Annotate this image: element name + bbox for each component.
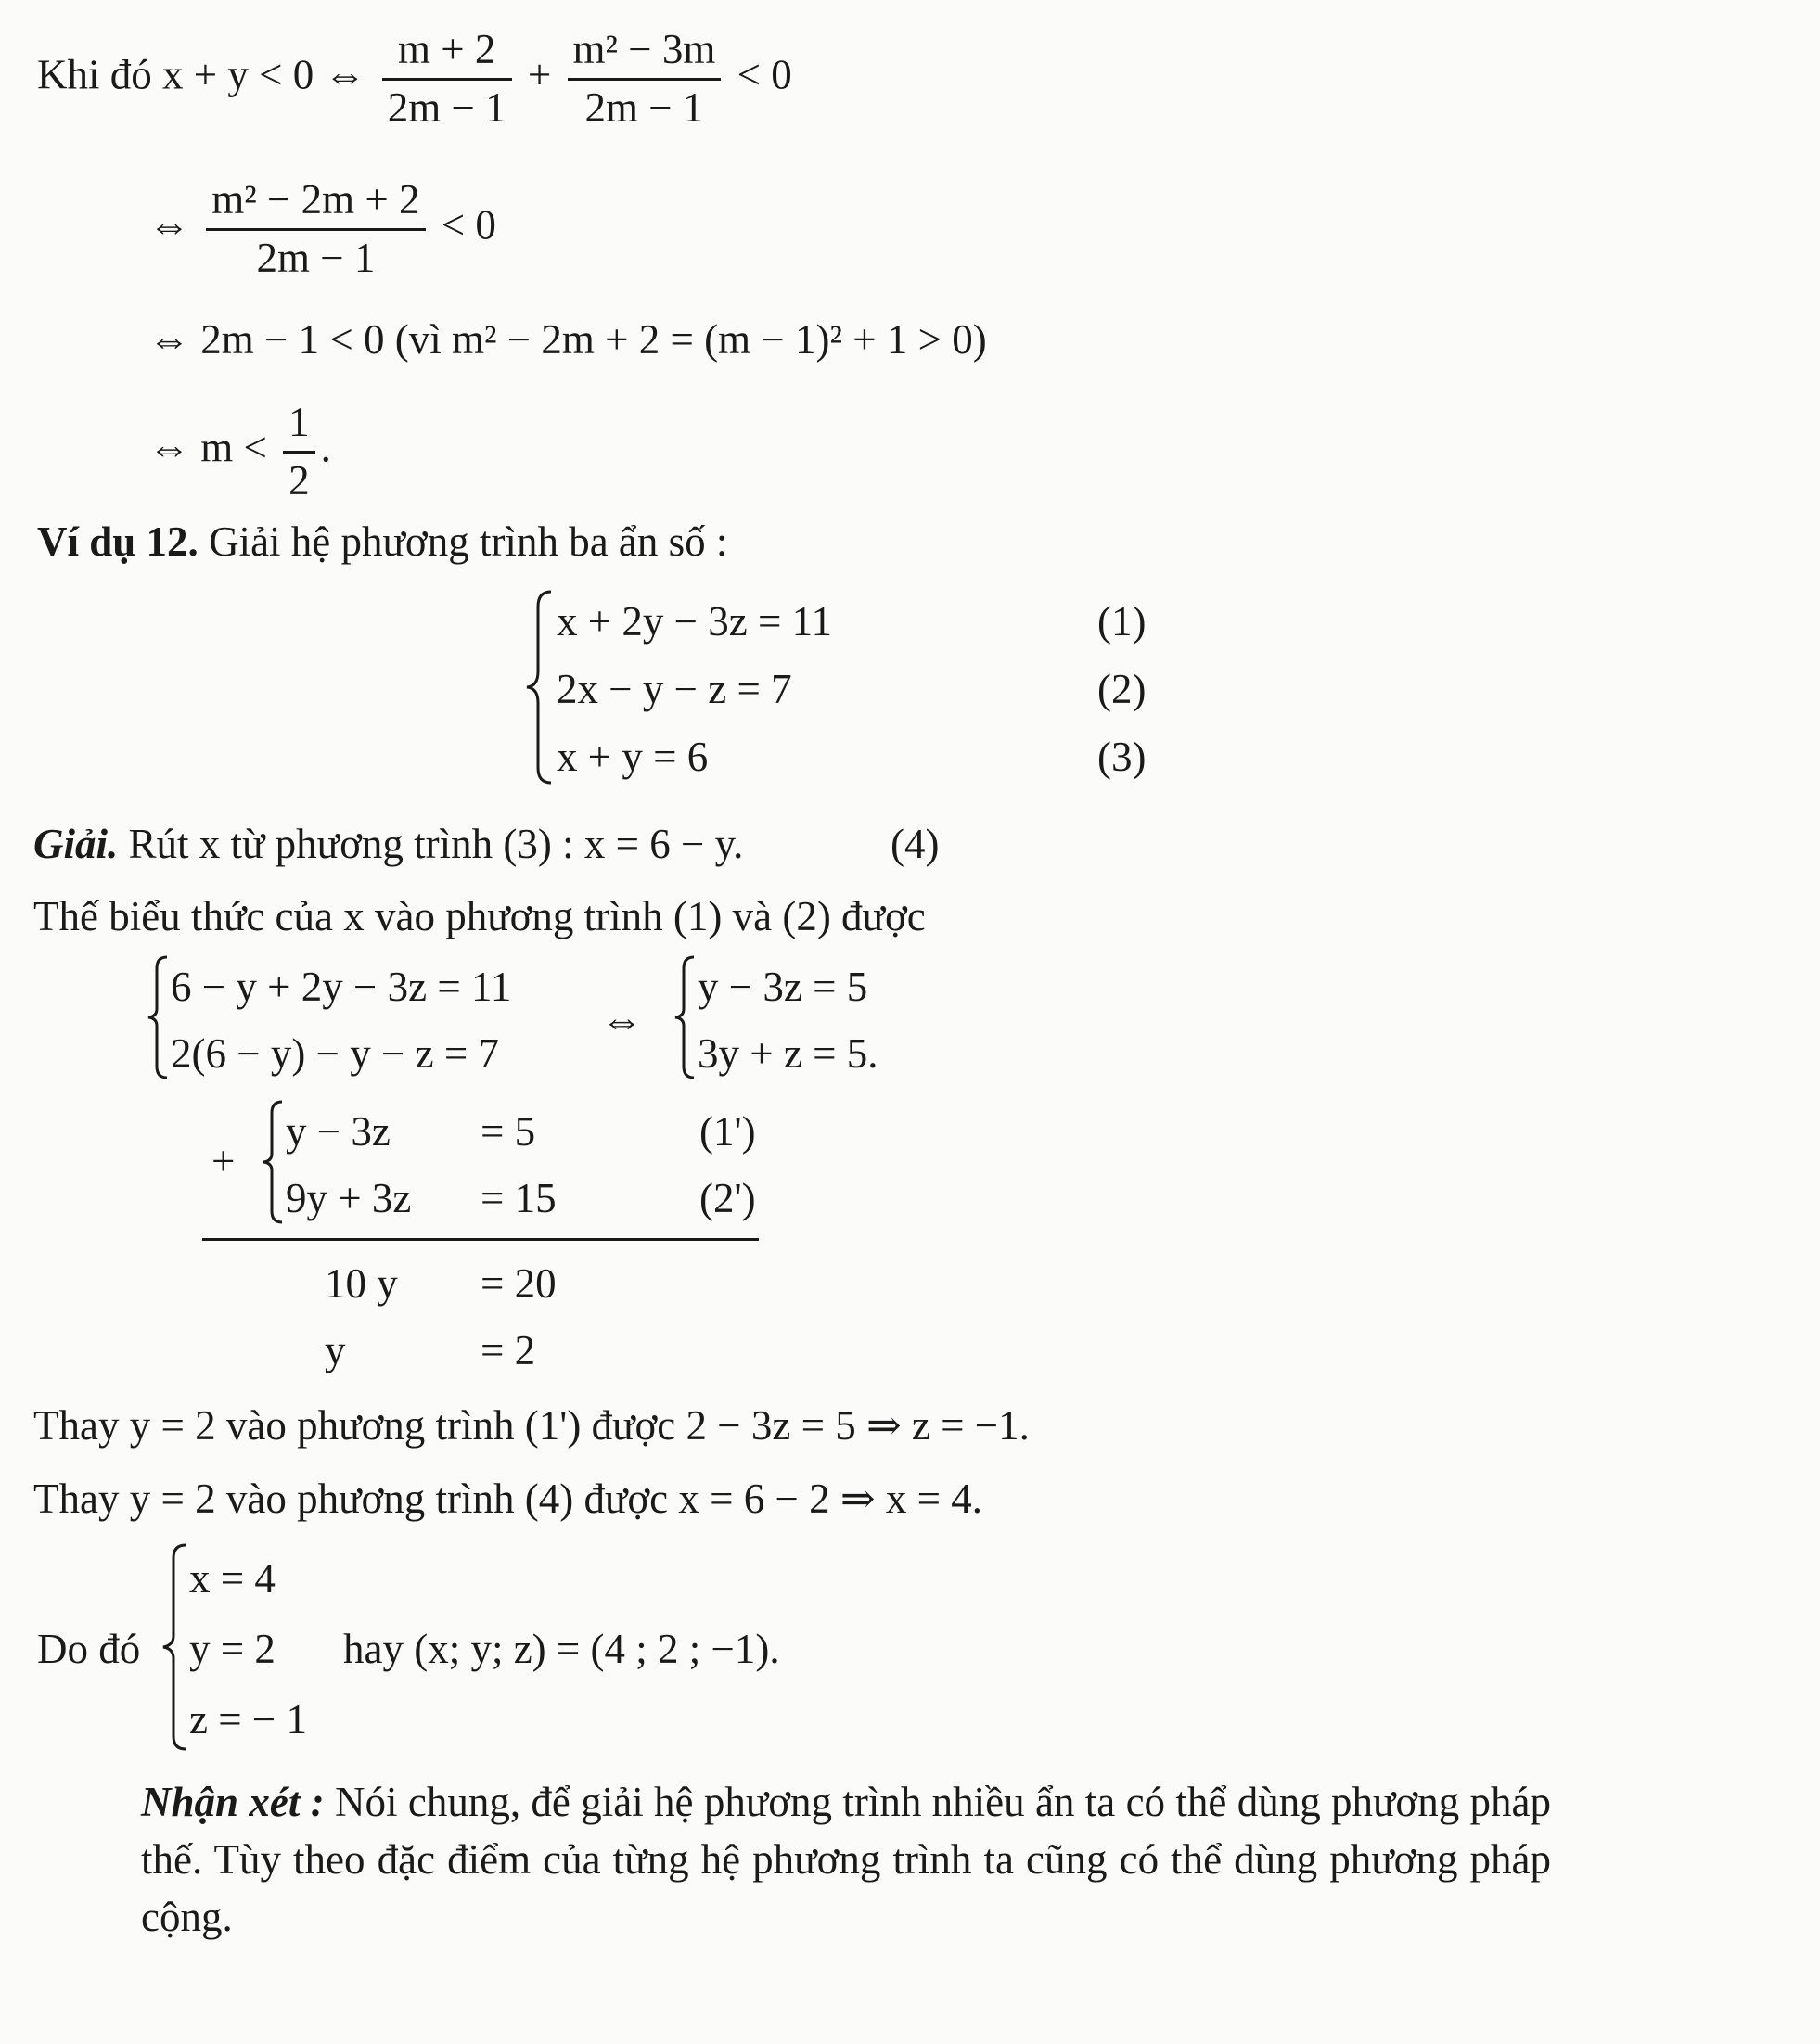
step-4-suffix: . bbox=[320, 424, 331, 471]
system-brace-3 bbox=[525, 590, 555, 785]
example-heading bbox=[37, 518, 728, 565]
result-rhs: = 2 bbox=[481, 1327, 536, 1373]
less-than-zero-2: < 0 bbox=[441, 201, 496, 249]
final-eq-z: z = − 1 bbox=[189, 1696, 307, 1743]
sum-rhs: = 20 bbox=[481, 1260, 557, 1307]
system-eq-3: x + y = 6 bbox=[557, 734, 709, 780]
remark-paragraph bbox=[141, 1773, 1551, 1946]
system-tag-3: (3) bbox=[1097, 734, 1147, 780]
fraction-3 bbox=[206, 176, 425, 283]
sum-lhs: 10 y bbox=[325, 1260, 398, 1307]
solution-label: Giải. bbox=[33, 821, 119, 867]
equation-tag-4: (4) bbox=[891, 821, 940, 867]
fraction-3-numerator: m² − 2m + 2 bbox=[211, 176, 420, 223]
addition-eq-1-rhs: = 5 bbox=[481, 1108, 536, 1155]
step-2-line bbox=[148, 176, 496, 283]
step-3-line: ⇔ 2m − 1 < 0 (vì m² − 2m + 2 = (m − 1)² + 1 > 0) bbox=[148, 316, 987, 363]
solution-line-3: Thay y = 2 vào phương trình (1') được 2 − 3z = 5 ⇒ z = −1. bbox=[33, 1402, 1030, 1449]
system-eq-1: x + 2y − 3z = 11 bbox=[557, 598, 832, 645]
system-a-eq-1: 6 − y + 2y − 3z = 11 bbox=[171, 964, 512, 1010]
equivalence-arrow: ⇔ bbox=[148, 201, 190, 249]
remark-text: Nói chung, để giải hệ phương trình nhiều ẩn ta có thể dùng phương pháp thế. Tùy theo đặc điểm của từng hệ phương trình ta cũng có thể dùng phương pháp cộng. bbox=[141, 1779, 1552, 1940]
fraction-1-bar bbox=[382, 78, 512, 81]
system-eq-2: 2x − y − z = 7 bbox=[557, 666, 792, 712]
addition-eq-1-lhs: y − 3z bbox=[286, 1108, 391, 1155]
fraction-3-bar bbox=[206, 228, 425, 231]
intro-text: Khi đó x + y < 0 ⇔ bbox=[37, 51, 366, 98]
fraction-half-numerator: 1 bbox=[288, 399, 310, 445]
system-b-brace bbox=[673, 955, 696, 1079]
intro-line bbox=[37, 26, 792, 133]
fraction-half-bar bbox=[283, 451, 315, 454]
example-text: Giải hệ phương trình ba ẩn số : bbox=[209, 518, 728, 565]
addition-rule bbox=[202, 1238, 759, 1241]
final-system-brace bbox=[161, 1543, 187, 1751]
system-a-brace bbox=[147, 955, 169, 1079]
system-tag-1: (1) bbox=[1097, 598, 1147, 645]
fraction-2-denominator: 2m − 1 bbox=[584, 83, 704, 131]
addition-eq-2-lhs: 9y + 3z bbox=[286, 1175, 412, 1221]
fraction-1 bbox=[382, 26, 512, 133]
fraction-half-denominator: 2 bbox=[288, 456, 310, 504]
final-tail: hay (x; y; z) = (4 ; 2 ; −1). bbox=[343, 1626, 780, 1672]
fraction-2-bar bbox=[568, 78, 722, 81]
fraction-half bbox=[283, 399, 315, 505]
final-eq-y: y = 2 bbox=[189, 1626, 276, 1672]
fraction-2-numerator: m² − 3m bbox=[572, 26, 716, 72]
solution-line-4: Thay y = 2 vào phương trình (4) được x = 6 − 2 ⇒ x = 4. bbox=[33, 1476, 982, 1522]
system-tag-2: (2) bbox=[1097, 666, 1147, 712]
solution-line-1 bbox=[33, 821, 744, 867]
system-a-eq-2: 2(6 − y) − y − z = 7 bbox=[171, 1030, 499, 1077]
step-4-line bbox=[148, 399, 331, 505]
solution-line-2: Thế biểu thức của x vào phương trình (1) và (2) được bbox=[33, 893, 926, 939]
addition-brace bbox=[262, 1100, 284, 1224]
final-eq-x: x = 4 bbox=[189, 1555, 276, 1602]
addition-eq-2-rhs: = 15 bbox=[481, 1175, 557, 1221]
fraction-3-denominator: 2m − 1 bbox=[256, 234, 376, 281]
addition-plus: + bbox=[211, 1138, 236, 1184]
solution-text-1: Rút x từ phương trình (3) : x = 6 − y. bbox=[128, 821, 744, 867]
plus-sign: + bbox=[527, 51, 552, 98]
addition-eq-1-tag: (1') bbox=[699, 1108, 756, 1155]
step-4-prefix: ⇔ m < bbox=[148, 424, 267, 471]
fraction-1-denominator: 2m − 1 bbox=[387, 83, 506, 131]
addition-eq-2-tag: (2') bbox=[699, 1175, 756, 1221]
system-b-eq-2: 3y + z = 5. bbox=[698, 1030, 878, 1077]
conclusion-label: Do đó bbox=[37, 1626, 141, 1672]
example-label: Ví dụ 12. bbox=[37, 518, 199, 565]
less-than-zero: < 0 bbox=[737, 51, 792, 98]
system-b-eq-1: y − 3z = 5 bbox=[698, 964, 868, 1010]
result-lhs: y bbox=[325, 1327, 346, 1373]
remark-label: Nhận xét : bbox=[141, 1779, 325, 1825]
equivalence-arrow-2: ⇔ bbox=[601, 997, 643, 1043]
fraction-2 bbox=[568, 26, 722, 133]
fraction-1-numerator: m + 2 bbox=[398, 26, 496, 72]
